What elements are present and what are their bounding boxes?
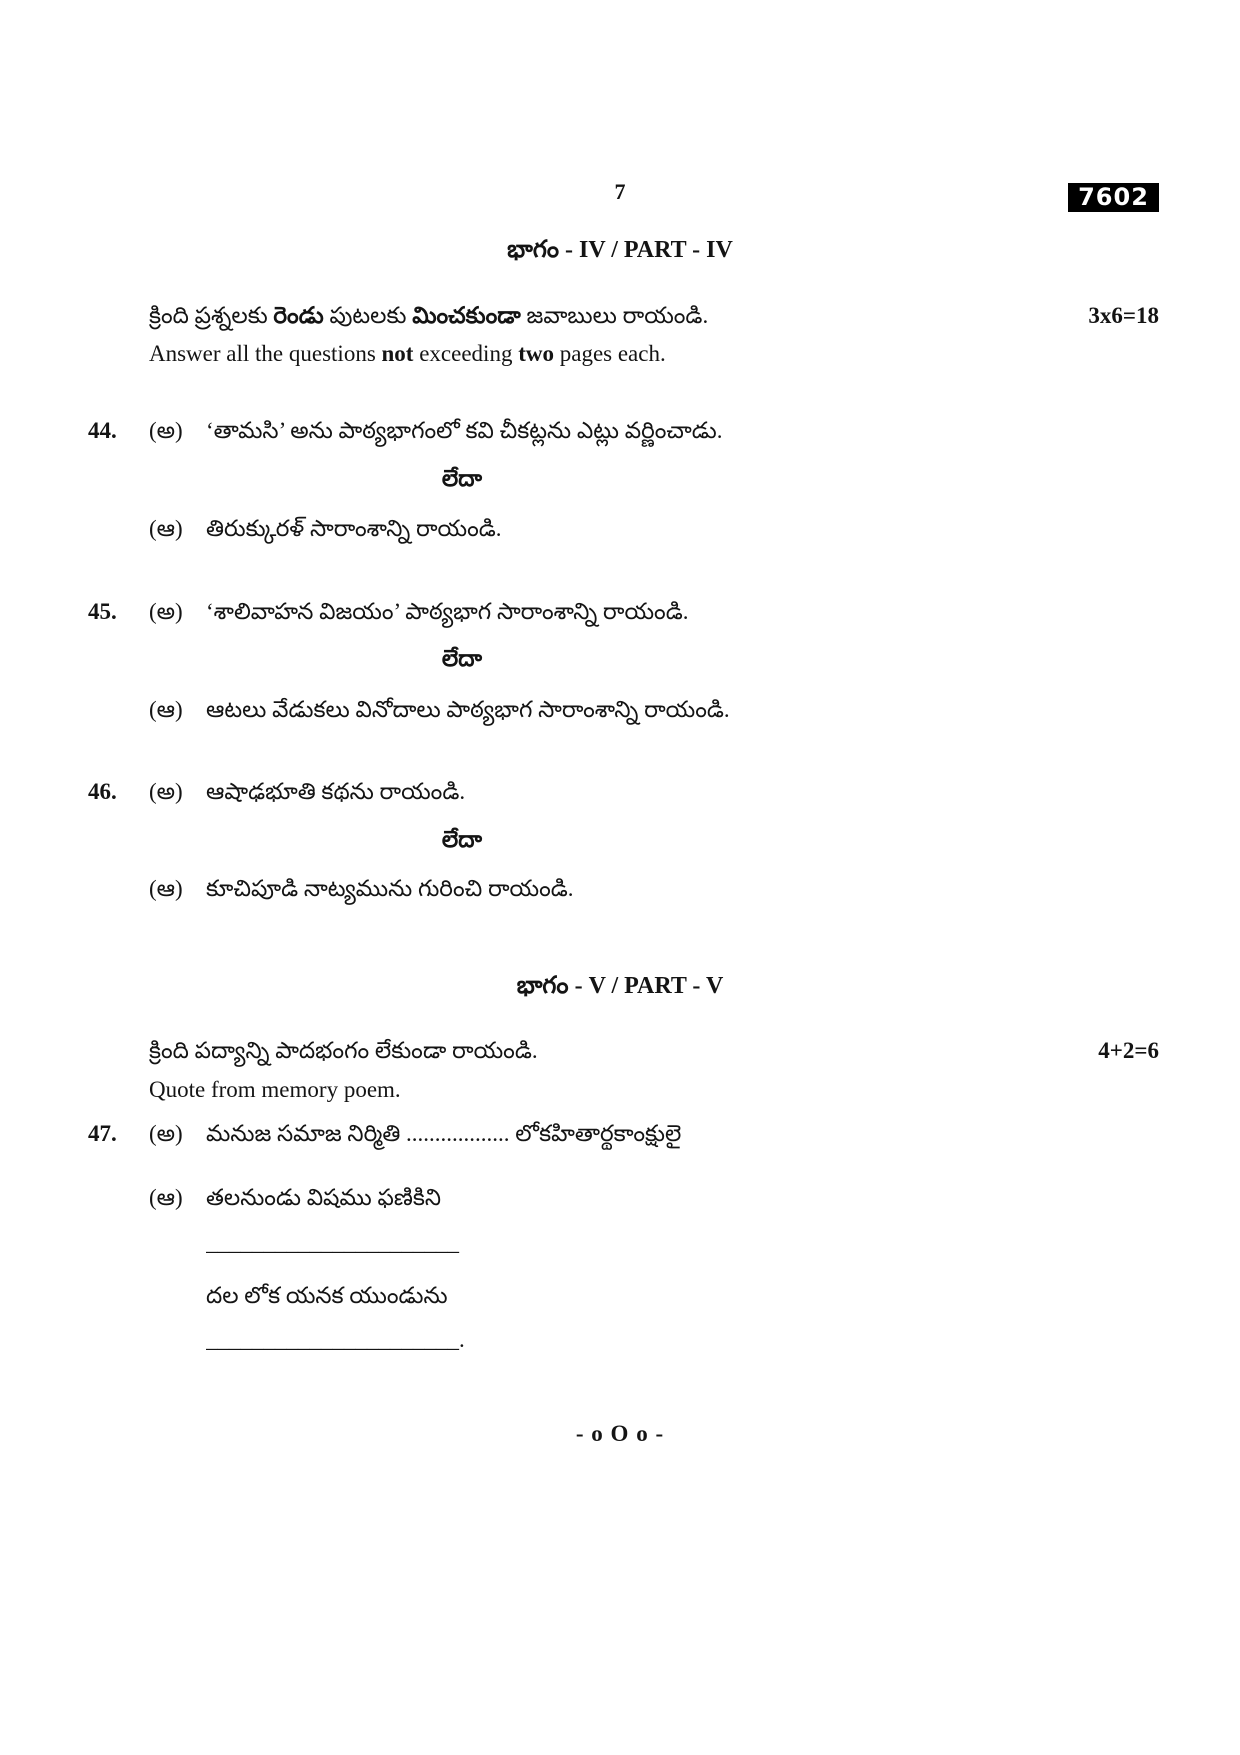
option-label: (ఆ) xyxy=(149,876,183,901)
poem-line: ______________________ xyxy=(206,1230,459,1255)
part-v-instruction-en: Quote from memory poem. xyxy=(149,1077,401,1102)
part-iv-marks: 3x6=18 xyxy=(1088,303,1159,328)
or-separator: లేదా xyxy=(441,466,483,491)
page-number: 7 xyxy=(614,179,626,204)
option-text: ‘శాలివాహన విజయం’ పాఠ్యభాగ సారాంశాన్ని రాయండి. xyxy=(206,599,689,624)
instruction-bold-text: రెండు xyxy=(273,303,324,328)
part-iv-heading: భాగం - IV / PART - IV xyxy=(507,237,733,263)
option-label: (అ) xyxy=(149,1121,183,1146)
question-45-or xyxy=(0,643,1240,675)
instruction-bold-text: two xyxy=(518,341,554,366)
instruction-text: exceeding xyxy=(413,341,519,366)
part-iv-instruction-en-row xyxy=(0,338,1240,370)
part-v-instruction-te-row xyxy=(0,1035,1240,1067)
option-label: (అ) xyxy=(149,418,183,443)
question-number: 46. xyxy=(88,779,117,804)
option-label: (అ) xyxy=(149,599,183,624)
option-label: (ఆ) xyxy=(149,516,183,541)
page-header xyxy=(0,176,1240,208)
option-text: తలనుండు విషము ఫణికిని xyxy=(206,1185,441,1210)
part-v-heading: భాగం - V / PART - V xyxy=(516,973,724,999)
paper-code-badge: 7602 xyxy=(1068,183,1159,212)
instruction-text: క్రింది ప్రశ్నలకు xyxy=(149,303,274,328)
instruction-text: జవాబులు రాయండి. xyxy=(520,303,709,328)
question-number: 44. xyxy=(88,418,117,443)
part-iv-instruction-en xyxy=(149,338,1010,370)
question-44-option-a xyxy=(0,415,1240,447)
question-44-option-b xyxy=(0,513,1240,545)
question-number: 45. xyxy=(88,599,117,624)
question-46-option-b xyxy=(0,873,1240,905)
option-text: కూచిపూడి నాట్యమును గురించి రాయండి. xyxy=(206,876,574,901)
option-text: తిరుక్కురళ్ సారాంశాన్ని రాయండి. xyxy=(206,516,502,541)
poem-text-line xyxy=(0,1280,1240,1312)
option-label: (ఆ) xyxy=(149,697,183,722)
part-iv-instruction-te-row xyxy=(0,300,1240,332)
option-text: ‘తామసి’ అను పాఠ్యభాగంలో కవి చీకట్లను ఎట్లు వర్ణించాడు. xyxy=(206,418,723,443)
part-v-instruction-en-row xyxy=(0,1074,1240,1106)
poem-blank-line xyxy=(0,1227,1240,1259)
question-46-or xyxy=(0,824,1240,856)
instruction-bold-text: not xyxy=(381,341,414,366)
or-separator: లేదా xyxy=(441,827,483,852)
end-of-paper-row xyxy=(0,1418,1240,1450)
part-v-marks: 4+2=6 xyxy=(1098,1038,1159,1063)
or-separator: లేదా xyxy=(441,646,483,671)
question-47-option-a xyxy=(0,1118,1240,1150)
poem-line: ______________________. xyxy=(206,1327,465,1352)
part-v-heading-row xyxy=(0,970,1240,1002)
question-44-or xyxy=(0,463,1240,495)
part-v-instruction-te: క్రింది పద్యాన్ని పాదభంగం లేకుండా రాయండి. xyxy=(149,1038,538,1063)
instruction-bold-text: మించకుండా xyxy=(412,303,521,328)
question-45-option-b xyxy=(0,694,1240,726)
question-46-option-a xyxy=(0,776,1240,808)
poem-line: దల లోక యనక యుండును xyxy=(206,1283,448,1308)
instruction-text: పుటలకు xyxy=(323,303,413,328)
option-label: (అ) xyxy=(149,779,183,804)
instruction-text: Answer all the questions xyxy=(149,341,382,366)
question-45-option-a xyxy=(0,596,1240,628)
option-text: ఆటలు వేడుకలు వినోదాలు పాఠ్యభాగ సారాంశాన్ని రాయండి. xyxy=(206,697,730,722)
part-iv-instruction-te xyxy=(149,300,1010,332)
poem-blank-line xyxy=(0,1324,1240,1356)
question-number: 47. xyxy=(88,1121,117,1146)
instruction-text: pages each. xyxy=(553,341,666,366)
option-label: (ఆ) xyxy=(149,1185,183,1210)
part-iv-heading-row xyxy=(0,234,1240,266)
question-47-option-b xyxy=(0,1182,1240,1214)
end-of-paper-mark: - o O o - xyxy=(575,1421,665,1446)
option-text: మనుజ సమాజ నిర్మితి .................. లోకహితార్థకాంక్షులై xyxy=(206,1121,682,1146)
option-text: ఆషాఢభూతి కథను రాయండి. xyxy=(206,779,466,804)
